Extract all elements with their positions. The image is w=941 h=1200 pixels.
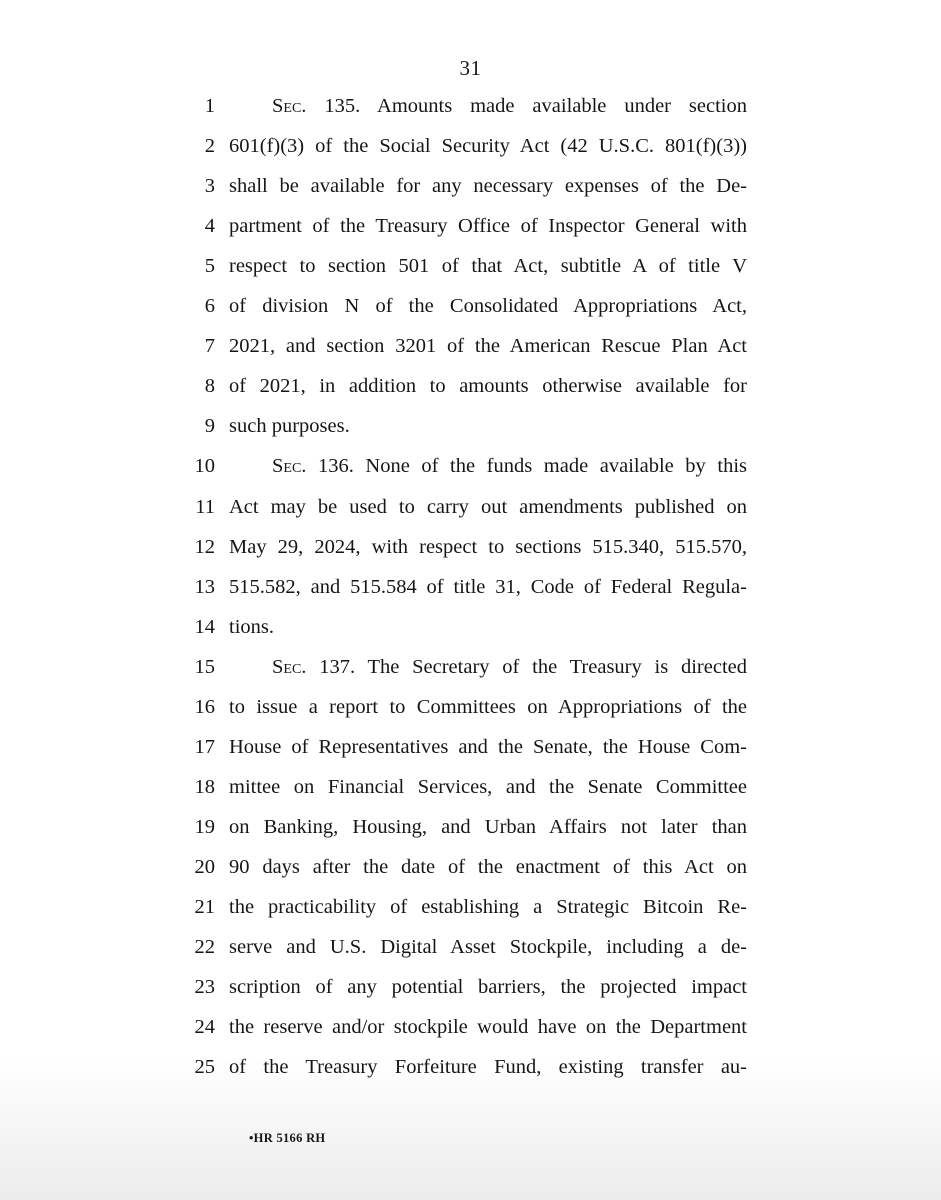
bill-line (0, 567, 941, 607)
line-text (229, 567, 747, 607)
line-text (229, 286, 747, 326)
line-content: such purposes. (229, 415, 350, 438)
line-number: 6 (204, 295, 215, 318)
bill-line (0, 86, 941, 126)
line-content: mittee on Financial Services, and the Senate Committee (229, 775, 747, 798)
bill-line (0, 326, 941, 366)
line-number: 9 (204, 415, 215, 438)
bill-identifier-footer: •HR 5166 RH (249, 1131, 326, 1145)
line-content: of the Treasury Forfeiture Fund, existing transfer au- (229, 1056, 747, 1079)
section-label: Sec. (272, 455, 307, 478)
line-content: scription of any potential barriers, the projected impact (229, 976, 747, 999)
line-content: respect to section 501 of that Act, subtitle A of title V (229, 255, 747, 278)
line-number: 15 (194, 655, 215, 678)
line-text (272, 647, 747, 687)
bill-line (0, 406, 941, 446)
line-content: shall be available for any necessary expenses of the De- (229, 175, 747, 198)
line-content: May 29, 2024, with respect to sections 515.340, 515.570, (229, 535, 747, 558)
line-content: serve and U.S. Digital Asset Stockpile, including a de- (229, 936, 747, 959)
line-number: 8 (204, 375, 215, 398)
bill-line (0, 927, 941, 967)
bill-line (0, 527, 941, 567)
line-content: House of Representatives and the Senate, the House Com- (229, 735, 747, 758)
line-text (229, 687, 747, 727)
line-text (229, 527, 747, 567)
line-text (229, 807, 747, 847)
line-content: Act may be used to carry out amendments published on (229, 495, 747, 518)
line-text (229, 927, 747, 967)
line-number: 3 (204, 175, 215, 198)
line-number: 24 (194, 1016, 215, 1039)
bill-line (0, 967, 941, 1007)
line-text (229, 406, 747, 446)
line-number: 20 (194, 855, 215, 878)
page-number: 31 (459, 56, 482, 80)
bill-line (0, 1047, 941, 1087)
line-content: 136. None of the funds made available by this (306, 455, 747, 478)
line-number: 4 (204, 215, 215, 238)
line-text (229, 967, 747, 1007)
line-text (229, 887, 747, 927)
line-text (229, 126, 747, 166)
line-number: 11 (195, 495, 215, 518)
bill-line (0, 366, 941, 406)
line-text (229, 847, 747, 887)
line-content: 135. Amounts made available under section (306, 95, 747, 117)
line-number: 25 (194, 1056, 215, 1079)
line-text (229, 767, 747, 807)
section-label: Sec. (272, 95, 307, 117)
line-number: 17 (194, 735, 215, 758)
line-content: the reserve and/or stockpile would have on the Department (229, 1016, 747, 1039)
line-text (229, 607, 747, 647)
line-content: on Banking, Housing, and Urban Affairs not later than (229, 815, 747, 838)
line-number: 2 (204, 135, 215, 158)
line-text (229, 727, 747, 767)
line-number: 5 (204, 255, 215, 278)
line-number: 7 (204, 335, 215, 358)
line-content: 601(f)(3) of the Social Security Act (42 U.S.C. 801(f)(3)) (229, 135, 747, 158)
line-text (229, 246, 747, 286)
bill-line (0, 807, 941, 847)
bill-line (0, 246, 941, 286)
bill-line (0, 767, 941, 807)
line-text (229, 487, 747, 527)
bill-line (0, 887, 941, 927)
bill-line (0, 166, 941, 206)
line-text (272, 86, 747, 126)
line-text (229, 1047, 747, 1087)
line-content: the practicability of establishing a Strategic Bitcoin Re- (229, 896, 747, 918)
bill-line (0, 1007, 941, 1047)
line-text (229, 166, 747, 206)
line-number: 22 (194, 936, 215, 959)
line-number: 14 (194, 615, 215, 638)
line-number: 10 (194, 455, 215, 478)
bill-line (0, 126, 941, 166)
line-content: 90 days after the date of the enactment of this Act on (229, 855, 747, 878)
line-number: 23 (194, 976, 215, 999)
section-label: Sec. (272, 655, 307, 678)
bill-line (0, 487, 941, 527)
line-number: 21 (194, 896, 215, 918)
line-number: 1 (204, 95, 215, 117)
line-text (272, 446, 747, 486)
line-text (229, 1007, 747, 1047)
bill-line (0, 847, 941, 887)
line-content: tions. (229, 615, 274, 638)
bill-line (0, 206, 941, 246)
line-text (229, 326, 747, 366)
line-content: 137. The Secretary of the Treasury is directed (306, 655, 747, 678)
bill-line (0, 727, 941, 767)
line-number: 12 (194, 535, 215, 558)
line-text (229, 366, 747, 406)
line-text (229, 206, 747, 246)
line-content: partment of the Treasury Office of Inspector General with (229, 215, 747, 238)
line-content: to issue a report to Committees on Appropriations of the (229, 695, 747, 718)
line-number: 19 (194, 815, 215, 838)
bill-line (0, 607, 941, 647)
bill-line (0, 446, 941, 486)
line-content: 2021, and section 3201 of the American Rescue Plan Act (229, 335, 747, 358)
line-content: of 2021, in addition to amounts otherwise available for (229, 375, 747, 398)
bill-line (0, 687, 941, 727)
line-number: 16 (194, 695, 215, 718)
line-content: of division N of the Consolidated Appropriations Act, (229, 295, 747, 318)
bill-line (0, 286, 941, 326)
line-content: 515.582, and 515.584 of title 31, Code of Federal Regula- (229, 575, 747, 598)
line-number: 13 (194, 575, 215, 598)
bill-line (0, 647, 941, 687)
line-number: 18 (194, 775, 215, 798)
